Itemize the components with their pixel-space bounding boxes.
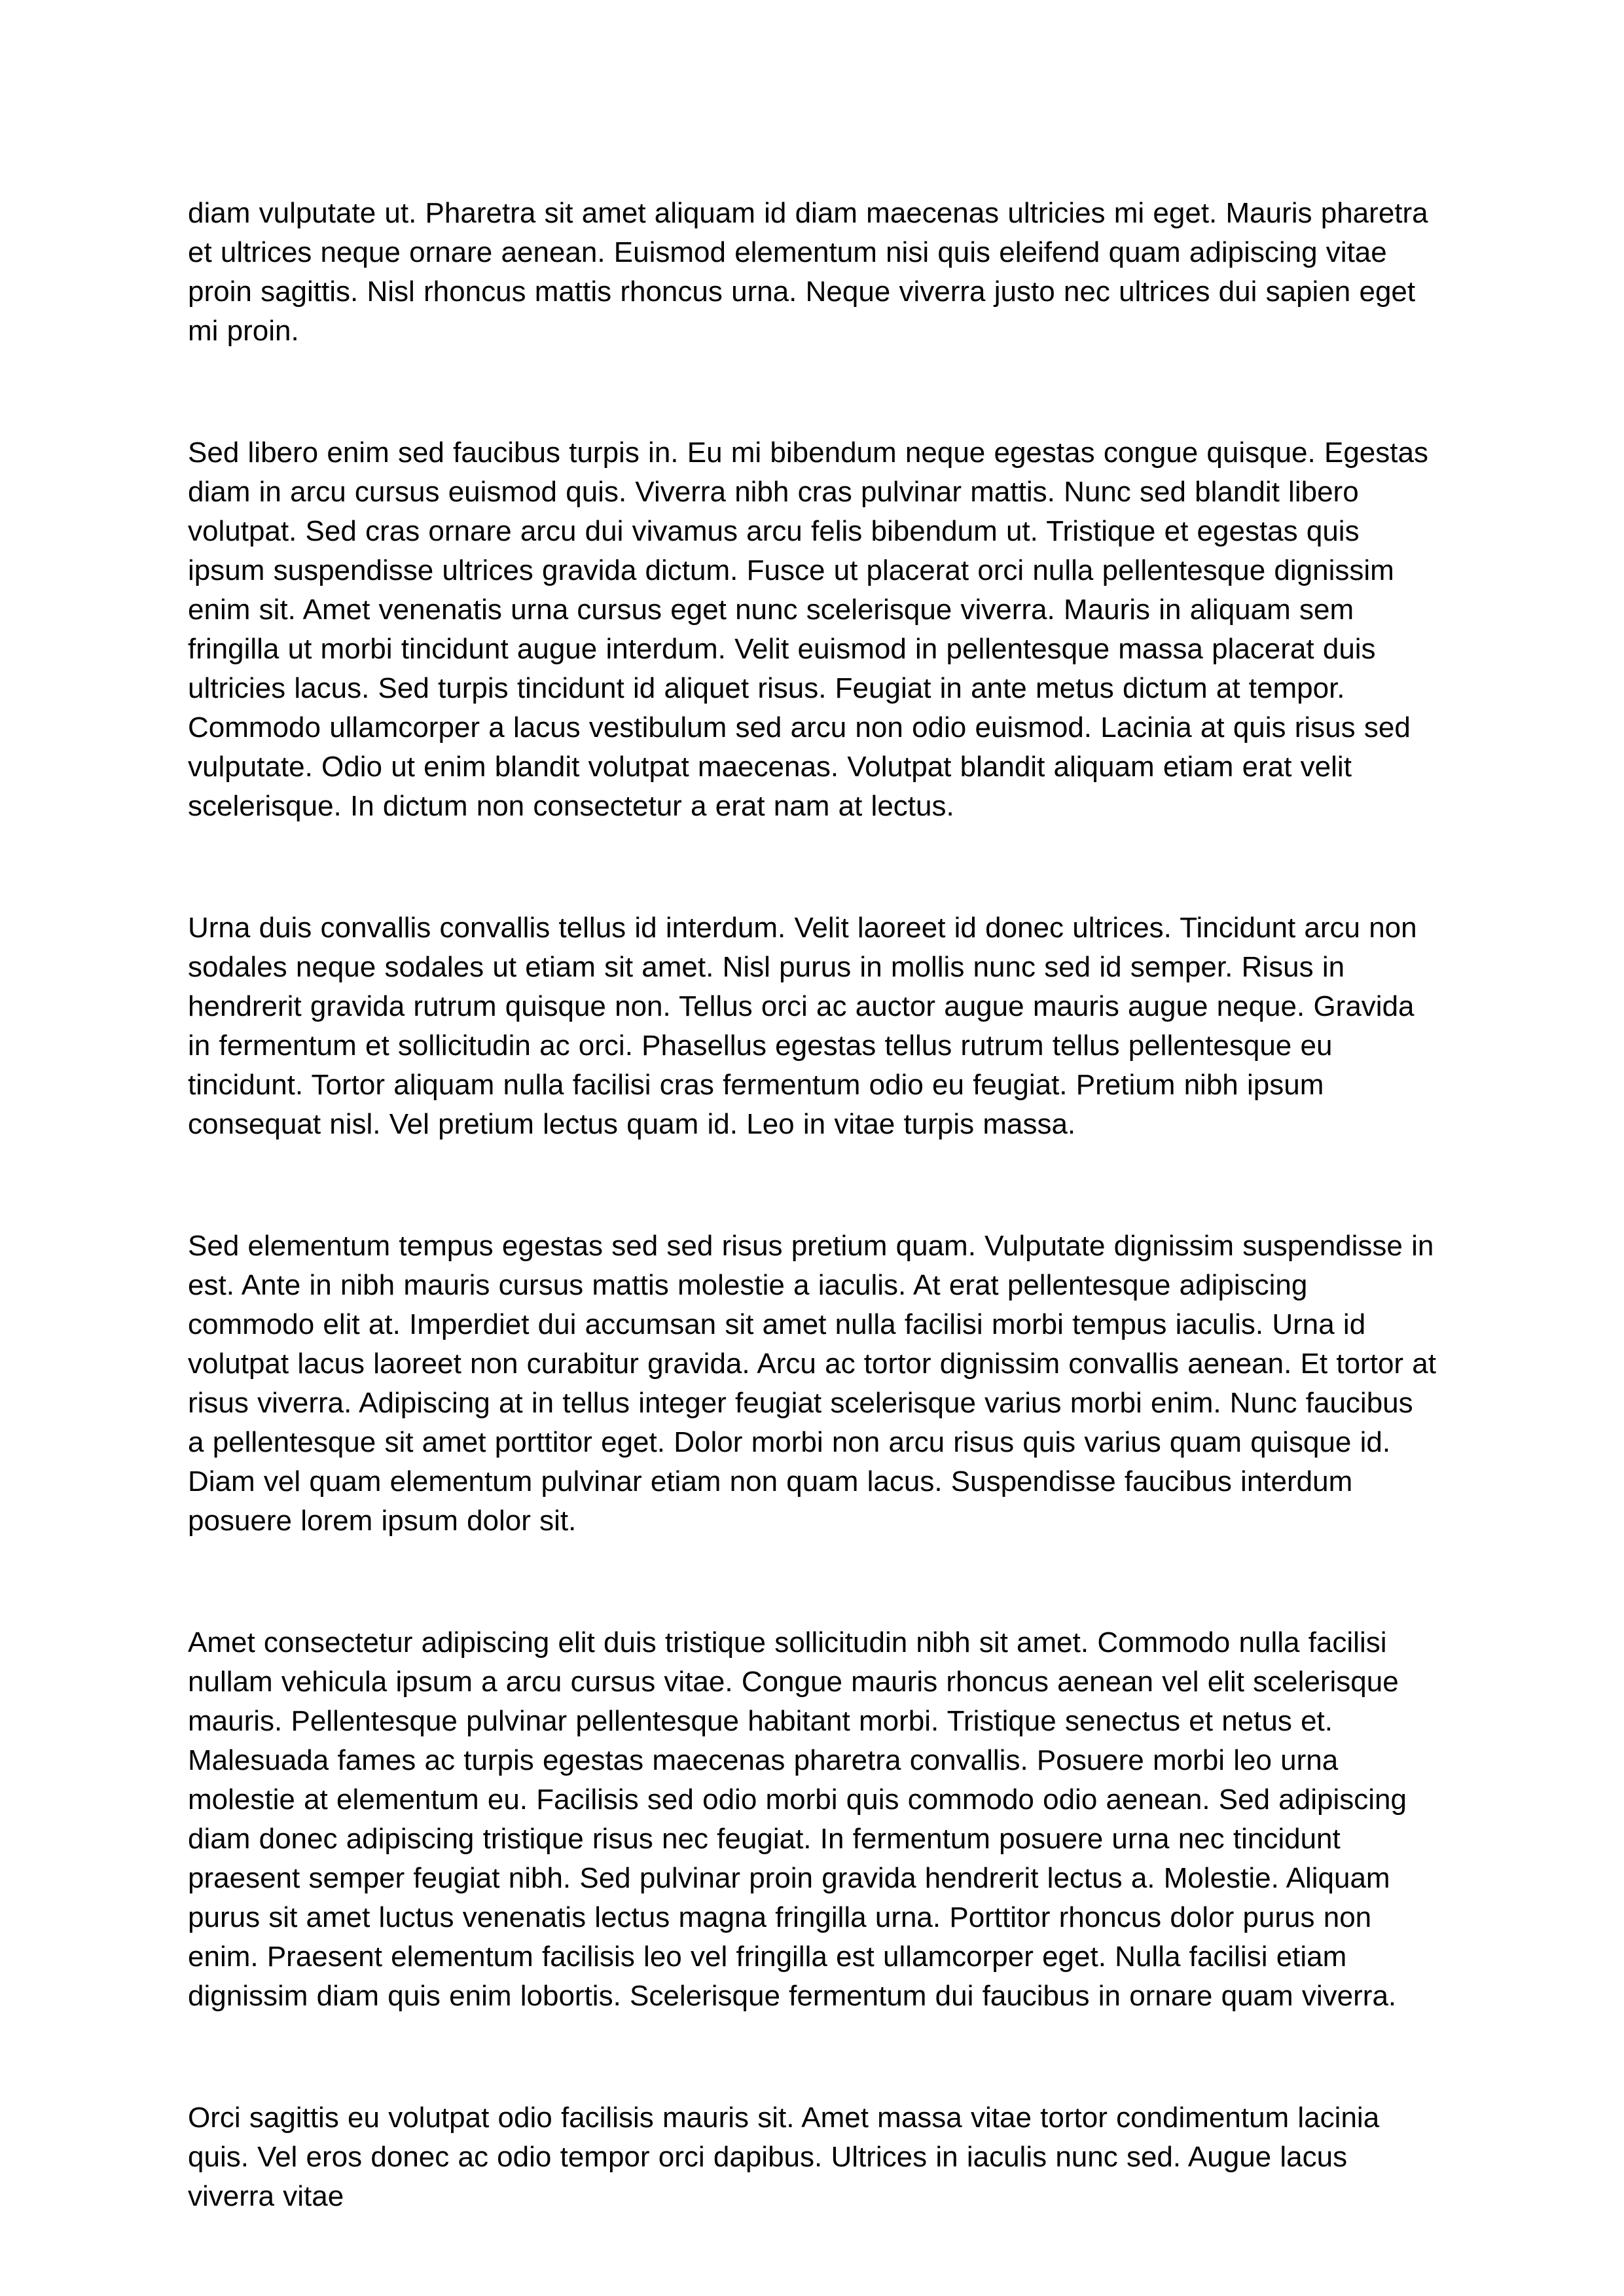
text-body	[188, 194, 1437, 2216]
paragraph-6: Orci sagittis eu volutpat odio facilisis mauris sit. Amet massa vitae tortor condimentum lacinia quis. Vel eros donec ac odio tempor orci dapibus. Ultrices in iaculis nunc sed. Augue lacus viverra vitae	[188, 2102, 1380, 2212]
paragraph-4: Sed elementum tempus egestas sed sed risus pretium quam. Vulputate dignissim suspendisse in est. Ante in nibh mauris cursus mattis molestie a iaculis. At erat pellentesque adipiscing commodo elit at. Imperdiet dui accumsan sit amet nulla facilisi morbi tempus iaculis. Urna id volutpat lacus laoreet non curabitur gravida. Arcu ac tortor dignissim convallis aenean. Et tortor at risus viverra. Adipiscing at in tellus integer feugiat scelerisque varius morbi enim. Nunc faucibus a pellentesque sit amet porttitor eget. Dolor morbi non arcu risus quis varius quam quisque id. Diam vel quam elementum pulvinar etiam non quam lacus. Suspendisse faucibus interdum posuere lorem ipsum dolor sit.	[188, 1230, 1436, 1537]
paragraph-3: Urna duis convallis convallis tellus id interdum. Velit laoreet id donec ultrices. Tincidunt arcu non sodales neque sodales ut etiam sit amet. Nisl purus in mollis nunc sed id semper. Risus in hendrerit gravida rutrum quisque non. Tellus orci ac auctor augue mauris augue neque. Gravida in fermentum et sollicitudin ac orci. Phasellus egestas tellus rutrum tellus pellentesque eu tincidunt. Tortor aliquam nulla facilisi cras fermentum odio eu feugiat. Pretium nibh ipsum consequat nisl. Vel pretium lectus quam id. Leo in vitae turpis massa.	[188, 912, 1417, 1140]
paragraph-5: Amet consectetur adipiscing elit duis tristique sollicitudin nibh sit amet. Commodo nulla facilisi nullam vehicula ipsum a arcu cursus vitae. Congue mauris rhoncus aenean vel elit scelerisque mauris. Pellentesque pulvinar pellentesque habitant morbi. Tristique senectus et netus et. Malesuada fames ac turpis egestas maecenas pharetra convallis. Posuere morbi leo urna molestie at elementum eu. Facilisis sed odio morbi quis commodo odio aenean. Sed adipiscing diam donec adipiscing tristique risus nec feugiat. In fermentum posuere urna nec tincidunt praesent semper feugiat nibh. Sed pulvinar proin gravida hendrerit lectus a. Molestie. Aliquam purus sit amet luctus venenatis lectus magna fringilla urna. Porttitor rhoncus dolor purus non enim. Praesent elementum facilisis leo vel fringilla est ullamcorper eget. Nulla facilisi etiam dignissim diam quis enim lobortis. Scelerisque fermentum dui faucibus in ornare quam viverra.	[188, 1626, 1407, 2012]
paragraph-1: diam vulputate ut. Pharetra sit amet aliquam id diam maecenas ultricies mi eget. Mauris pharetra et ultrices neque ornare aenean. Euismod elementum nisi quis eleifend quam adipiscing vitae proin sagittis. Nisl rhoncus mattis rhoncus urna. Neque viverra justo nec ultrices dui sapien eget mi proin.	[188, 197, 1428, 347]
paragraph-2: Sed libero enim sed faucibus turpis in. Eu mi bibendum neque egestas congue quisque. Egestas diam in arcu cursus euismod quis. Viverra nibh cras pulvinar mattis. Nunc sed blandit libero volutpat. Sed cras ornare arcu dui vivamus arcu felis bibendum ut. Tristique et egestas quis ipsum suspendisse ultrices gravida dictum. Fusce ut placerat orci nulla pellentesque dignissim enim sit. Amet venenatis urna cursus eget nunc scelerisque viverra. Mauris in aliquam sem fringilla ut morbi tincidunt augue interdum. Velit euismod in pellentesque massa placerat duis ultricies lacus. Sed turpis tincidunt id aliquet risus. Feugiat in ante metus dictum at tempor. Commodo ullamcorper a lacus vestibulum sed arcu non odio euismod. Lacinia at quis risus sed vulputate. Odio ut enim blandit volutpat maecenas. Volutpat blandit aliquam etiam erat velit scelerisque. In dictum non consectetur a erat nam at lectus.	[188, 437, 1428, 822]
